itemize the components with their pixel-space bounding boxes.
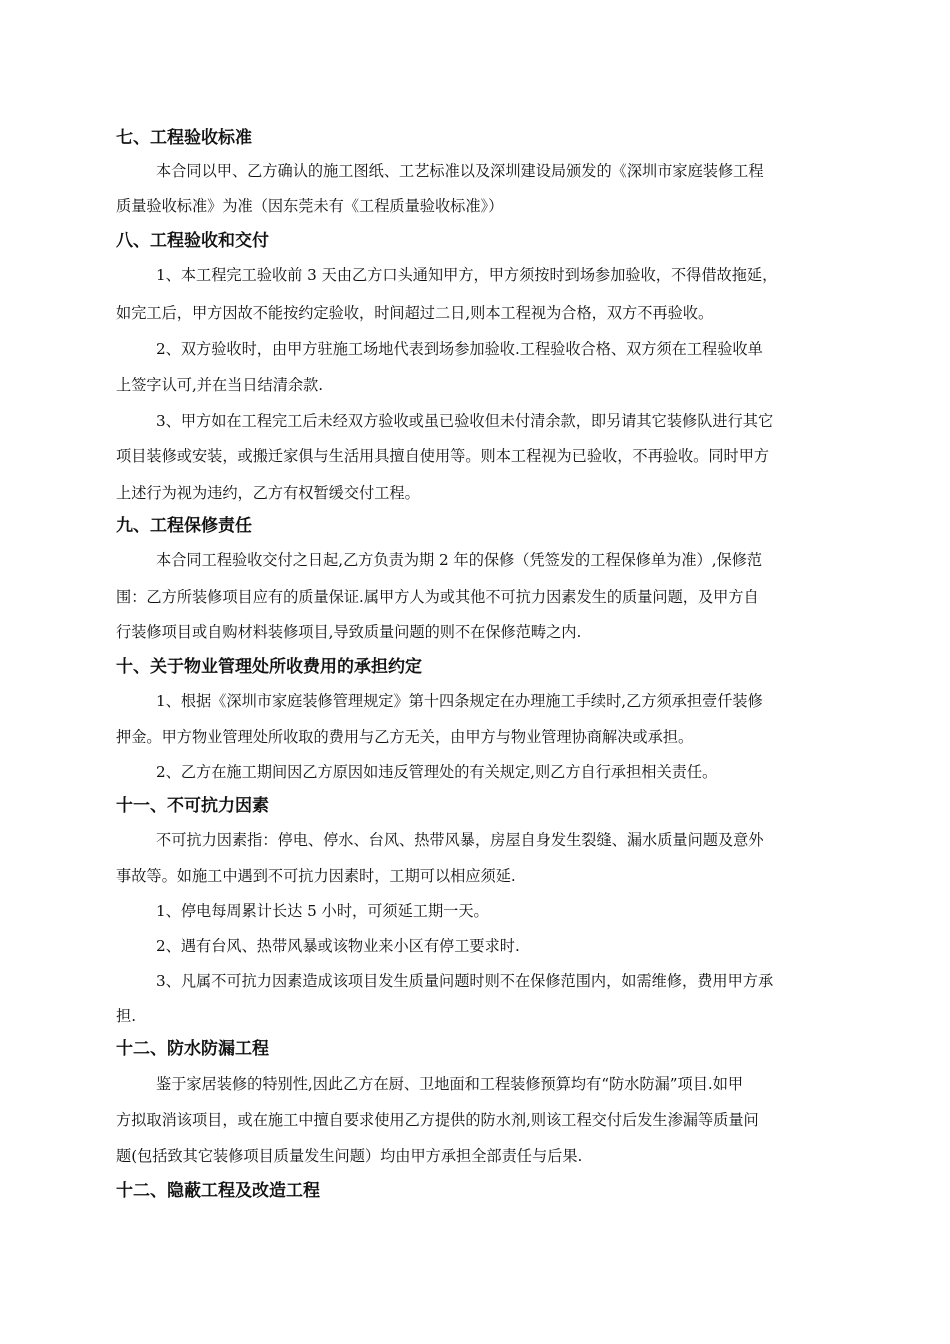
- paragraph-line: 行装修项目或自购材料装修项目,导致质量问题的则不在保修范畴之内.: [116, 623, 582, 641]
- paragraph-line: 鉴于家居装修的特别性,因此乙方在厨、卫地面和工程装修预算均有“防水防漏”项目.如甲: [156, 1075, 744, 1093]
- paragraph-line: 2、双方验收时，由甲方驻施工场地代表到场参加验收.工程验收合格、双方须在工程验收单: [156, 340, 763, 358]
- paragraph-line: 1、根据《深圳市家庭装修管理规定》第十四条规定在办理施工手续时,乙方须承担壹仟装修: [156, 692, 763, 710]
- paragraph-line: 上签字认可,并在当日结清余款.: [116, 376, 324, 394]
- paragraph-line: 本合同工程验收交付之日起,乙方负责为期 2 年的保修（凭签发的工程保修单为准）,保修范: [156, 551, 763, 569]
- paragraph-line: 2、遇有台风、热带风暴或该物业来小区有停工要求时.: [156, 937, 520, 955]
- paragraph-line: 押金。甲方物业管理处所收取的费用与乙方无关，由甲方与物业管理协商解决或承担。: [116, 728, 694, 746]
- section-heading: 七、工程验收标准: [116, 128, 252, 148]
- paragraph-line: 3、甲方如在工程完工后未经双方验收或虽已验收但未付清余款，即另请其它装修队进行其它: [156, 412, 774, 430]
- section-heading: 十一、不可抗力因素: [116, 796, 269, 816]
- paragraph-line: 事故等。如施工中遇到不可抗力因素时，工期可以相应须延.: [116, 867, 516, 885]
- paragraph-line: 项目装修或安装，或搬迁家俱与生活用具擅自使用等。则本工程视为已验收，不再验收。同时甲方: [116, 447, 770, 465]
- paragraph-line: 不可抗力因素指：停电、停水、台风、热带风暴，房屋自身发生裂缝、漏水质量问题及意外: [156, 831, 764, 849]
- paragraph-line: 3、凡属不可抗力因素造成该项目发生质量问题时则不在保修范围内，如需维修，费用甲方承: [156, 972, 774, 990]
- paragraph-line: 围：乙方所装修项目应有的质量保证.属甲方人为或其他不可抗力因素发生的质量问题，及甲方自: [116, 588, 759, 606]
- paragraph-line: 2、乙方在施工期间因乙方原因如违反管理处的有关规定,则乙方自行承担相关责任。: [156, 763, 718, 781]
- paragraph-line: 担.: [116, 1007, 137, 1025]
- section-heading: 十二、防水防漏工程: [116, 1039, 269, 1059]
- section-heading: 八、工程验收和交付: [116, 231, 269, 251]
- paragraph-line: 如完工后，甲方因故不能按约定验收，时间超过二日,则本工程视为合格，双方不再验收。: [116, 304, 714, 322]
- paragraph-line: 方拟取消该项目，或在施工中擅自要求使用乙方提供的防水剂,则该工程交付后发生渗漏等质量问: [116, 1111, 759, 1129]
- section-heading: 十二、隐蔽工程及改造工程: [116, 1181, 320, 1201]
- section-heading: 九、工程保修责任: [116, 516, 252, 536]
- paragraph-line: 题(包括致其它装修项目质量发生问题）均由甲方承担全部责任与后果.: [116, 1147, 583, 1165]
- section-heading: 十、关于物业管理处所收费用的承担约定: [116, 657, 422, 677]
- paragraph-line: 1、本工程完工验收前 3 天由乙方口头通知甲方，甲方须按时到场参加验收，不得借故拖延，: [156, 266, 778, 284]
- paragraph-line: 1、停电每周累计长达 5 小时，可须延工期一天。: [156, 902, 489, 920]
- paragraph-line: 本合同以甲、乙方确认的施工图纸、工艺标准以及深圳建设局颁发的《深圳市家庭装修工程: [156, 162, 764, 180]
- paragraph-line: 质量验收标准》为准（因东莞未有《工程质量验收标准》）: [116, 197, 504, 215]
- paragraph-line: 上述行为视为违约，乙方有权暂缓交付工程。: [116, 484, 420, 502]
